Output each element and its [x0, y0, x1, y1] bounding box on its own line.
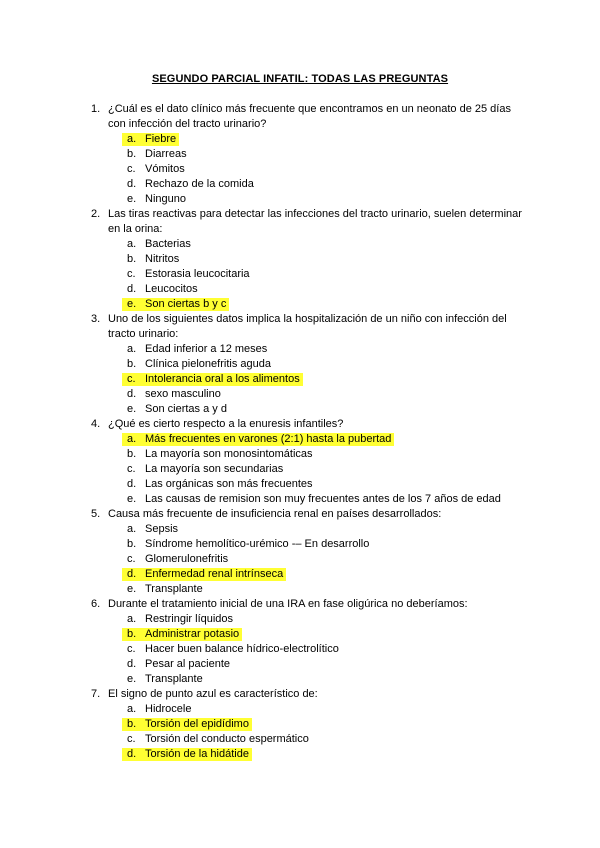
- option-letter: e.: [127, 583, 137, 595]
- answer-option: [0, 582, 600, 597]
- answer-option: [0, 147, 600, 162]
- question-number: 3.: [91, 313, 101, 325]
- option-letter: a.: [127, 703, 137, 715]
- option-letter: d.: [127, 178, 137, 190]
- answer-option-highlighted: [0, 627, 600, 642]
- option-text: La mayoría son monosintomáticas: [145, 448, 313, 460]
- answer-option: [0, 702, 600, 717]
- answer-option: [0, 492, 600, 507]
- question-number: 2.: [91, 208, 101, 220]
- option-letter: a.: [127, 613, 137, 625]
- option-text: Fiebre: [145, 133, 177, 145]
- option-text: Son ciertas b y c: [145, 298, 227, 310]
- option-text: Edad inferior a 12 meses: [145, 343, 268, 355]
- answer-option-highlighted: [0, 132, 600, 147]
- question-line: [0, 687, 600, 702]
- option-letter: e.: [127, 403, 137, 415]
- question-list: [0, 102, 600, 762]
- answer-option-highlighted: [0, 297, 600, 312]
- option-letter: a.: [127, 133, 137, 145]
- option-text: La mayoría son secundarias: [145, 463, 284, 475]
- answer-option: [0, 252, 600, 267]
- option-letter: a.: [127, 343, 137, 355]
- option-text: Rechazo de la comida: [145, 178, 254, 190]
- answer-option: [0, 552, 600, 567]
- question-line: [0, 222, 600, 237]
- option-letter: d.: [127, 283, 137, 295]
- option-text: Pesar al paciente: [145, 658, 230, 670]
- option-text: Las orgánicas son más frecuentes: [145, 478, 313, 490]
- option-letter: b.: [127, 253, 137, 265]
- option-text: Restringir líquidos: [145, 613, 234, 625]
- answer-option: [0, 342, 600, 357]
- option-text: sexo masculino: [145, 388, 221, 400]
- option-text: Torsión de la hidátide: [145, 748, 249, 760]
- question-text: Uno de los siguientes datos implica la hospitalización de un niño con infección del: [108, 313, 507, 325]
- document-title: SEGUNDO PARCIAL INFATIL: TODAS LAS PREGUNTAS: [151, 73, 449, 85]
- question-5: [0, 507, 600, 597]
- option-letter: e.: [127, 298, 137, 310]
- option-text: Estorasia leucocitaria: [145, 268, 250, 280]
- option-letter: b.: [127, 538, 137, 550]
- answer-option: [0, 192, 600, 207]
- option-text: Transplante: [145, 673, 203, 685]
- option-letter: a.: [127, 523, 137, 535]
- answer-option: [0, 387, 600, 402]
- question-text: El signo de punto azul es característico de:: [108, 688, 318, 700]
- option-letter: b.: [127, 148, 137, 160]
- option-text: Enfermedad renal intrínseca: [145, 568, 284, 580]
- answer-option-highlighted: [0, 717, 600, 732]
- answer-option: [0, 612, 600, 627]
- question-text: en la orina:: [108, 223, 163, 235]
- question-number: 4.: [91, 418, 101, 430]
- option-letter: c.: [127, 463, 136, 475]
- option-text: Clínica pielonefritis aguda: [145, 358, 271, 370]
- answer-option-highlighted: [0, 567, 600, 582]
- option-letter: c.: [127, 643, 136, 655]
- question-7: [0, 687, 600, 762]
- option-letter: e.: [127, 193, 137, 205]
- option-text: Leucocitos: [145, 283, 198, 295]
- option-letter: b.: [127, 358, 137, 370]
- option-text: Diarreas: [145, 148, 187, 160]
- option-text: Glomerulonefritis: [145, 553, 229, 565]
- answer-option: [0, 732, 600, 747]
- option-letter: c.: [127, 733, 136, 745]
- question-line: [0, 312, 600, 327]
- question-1: [0, 102, 600, 207]
- option-letter: d.: [127, 748, 137, 760]
- answer-option-highlighted: [0, 432, 600, 447]
- option-text: Transplante: [145, 583, 203, 595]
- option-text: Hidrocele: [145, 703, 192, 715]
- option-letter: a.: [127, 238, 137, 250]
- question-2: [0, 207, 600, 312]
- answer-option-highlighted: [0, 747, 600, 762]
- question-number: 5.: [91, 508, 101, 520]
- option-letter: e.: [127, 493, 137, 505]
- option-text: Síndrome hemolítico-urémico -– En desarrollo: [145, 538, 370, 550]
- question-line: [0, 207, 600, 222]
- option-text: Nitritos: [145, 253, 180, 265]
- answer-option-highlighted: [0, 372, 600, 387]
- question-number: 6.: [91, 598, 101, 610]
- option-text: Las causas de remision son muy frecuentes antes de los 7 años de edad: [145, 493, 501, 505]
- answer-option: [0, 402, 600, 417]
- option-text: Hacer buen balance hídrico-electrolítico: [145, 643, 339, 655]
- option-text: Son ciertas a y d: [145, 403, 227, 415]
- option-letter: b.: [127, 628, 137, 640]
- answer-option: [0, 462, 600, 477]
- answer-option: [0, 162, 600, 177]
- option-text: Sepsis: [145, 523, 179, 535]
- question-text: Causa más frecuente de insuficiencia renal en países desarrollados:: [108, 508, 442, 520]
- question-line: [0, 102, 600, 117]
- option-text: Torsión del epidídimo: [145, 718, 249, 730]
- answer-option: [0, 537, 600, 552]
- question-line: [0, 507, 600, 522]
- option-letter: a.: [127, 433, 137, 445]
- question-line: [0, 117, 600, 132]
- option-letter: c.: [127, 553, 136, 565]
- option-letter: c.: [127, 268, 136, 280]
- answer-option: [0, 657, 600, 672]
- answer-option: [0, 282, 600, 297]
- question-text: Las tiras reactivas para detectar las infecciones del tracto urinario, suelen determinar: [108, 208, 522, 220]
- option-letter: d.: [127, 478, 137, 490]
- option-text: Intolerancia oral a los alimentos: [145, 373, 300, 385]
- question-text: Durante el tratamiento inicial de una IRA en fase oligúrica no deberíamos:: [108, 598, 468, 610]
- option-text: Vómitos: [145, 163, 185, 175]
- question-text: ¿Qué es cierto respecto a la enuresis infantiles?: [108, 418, 344, 430]
- answer-option: [0, 477, 600, 492]
- question-3: [0, 312, 600, 417]
- answer-option: [0, 267, 600, 282]
- question-line: [0, 597, 600, 612]
- option-letter: d.: [127, 658, 137, 670]
- question-number: 1.: [91, 103, 101, 115]
- answer-option: [0, 177, 600, 192]
- question-4: [0, 417, 600, 507]
- question-6: [0, 597, 600, 687]
- answer-option: [0, 237, 600, 252]
- answer-option: [0, 672, 600, 687]
- option-letter: c.: [127, 373, 136, 385]
- option-letter: d.: [127, 568, 137, 580]
- question-line: [0, 417, 600, 432]
- question-text: ¿Cuál es el dato clínico más frecuente que encontramos en un neonato de 25 días: [108, 103, 511, 115]
- question-line: [0, 327, 600, 342]
- option-text: Administrar potasio: [145, 628, 240, 640]
- option-text: Más frecuentes en varones (2:1) hasta la pubertad: [145, 433, 392, 445]
- option-letter: b.: [127, 448, 137, 460]
- option-text: Ninguno: [145, 193, 186, 205]
- option-letter: e.: [127, 673, 137, 685]
- answer-option: [0, 642, 600, 657]
- question-number: 7.: [91, 688, 101, 700]
- option-letter: b.: [127, 718, 137, 730]
- question-text: con infección del tracto urinario?: [108, 118, 267, 130]
- option-text: Bacterias: [145, 238, 191, 250]
- answer-option: [0, 447, 600, 462]
- option-letter: c.: [127, 163, 136, 175]
- option-letter: d.: [127, 388, 137, 400]
- answer-option: [0, 357, 600, 372]
- option-text: Torsión del conducto espermático: [145, 733, 309, 745]
- question-text: tracto urinario:: [108, 328, 179, 340]
- answer-option: [0, 522, 600, 537]
